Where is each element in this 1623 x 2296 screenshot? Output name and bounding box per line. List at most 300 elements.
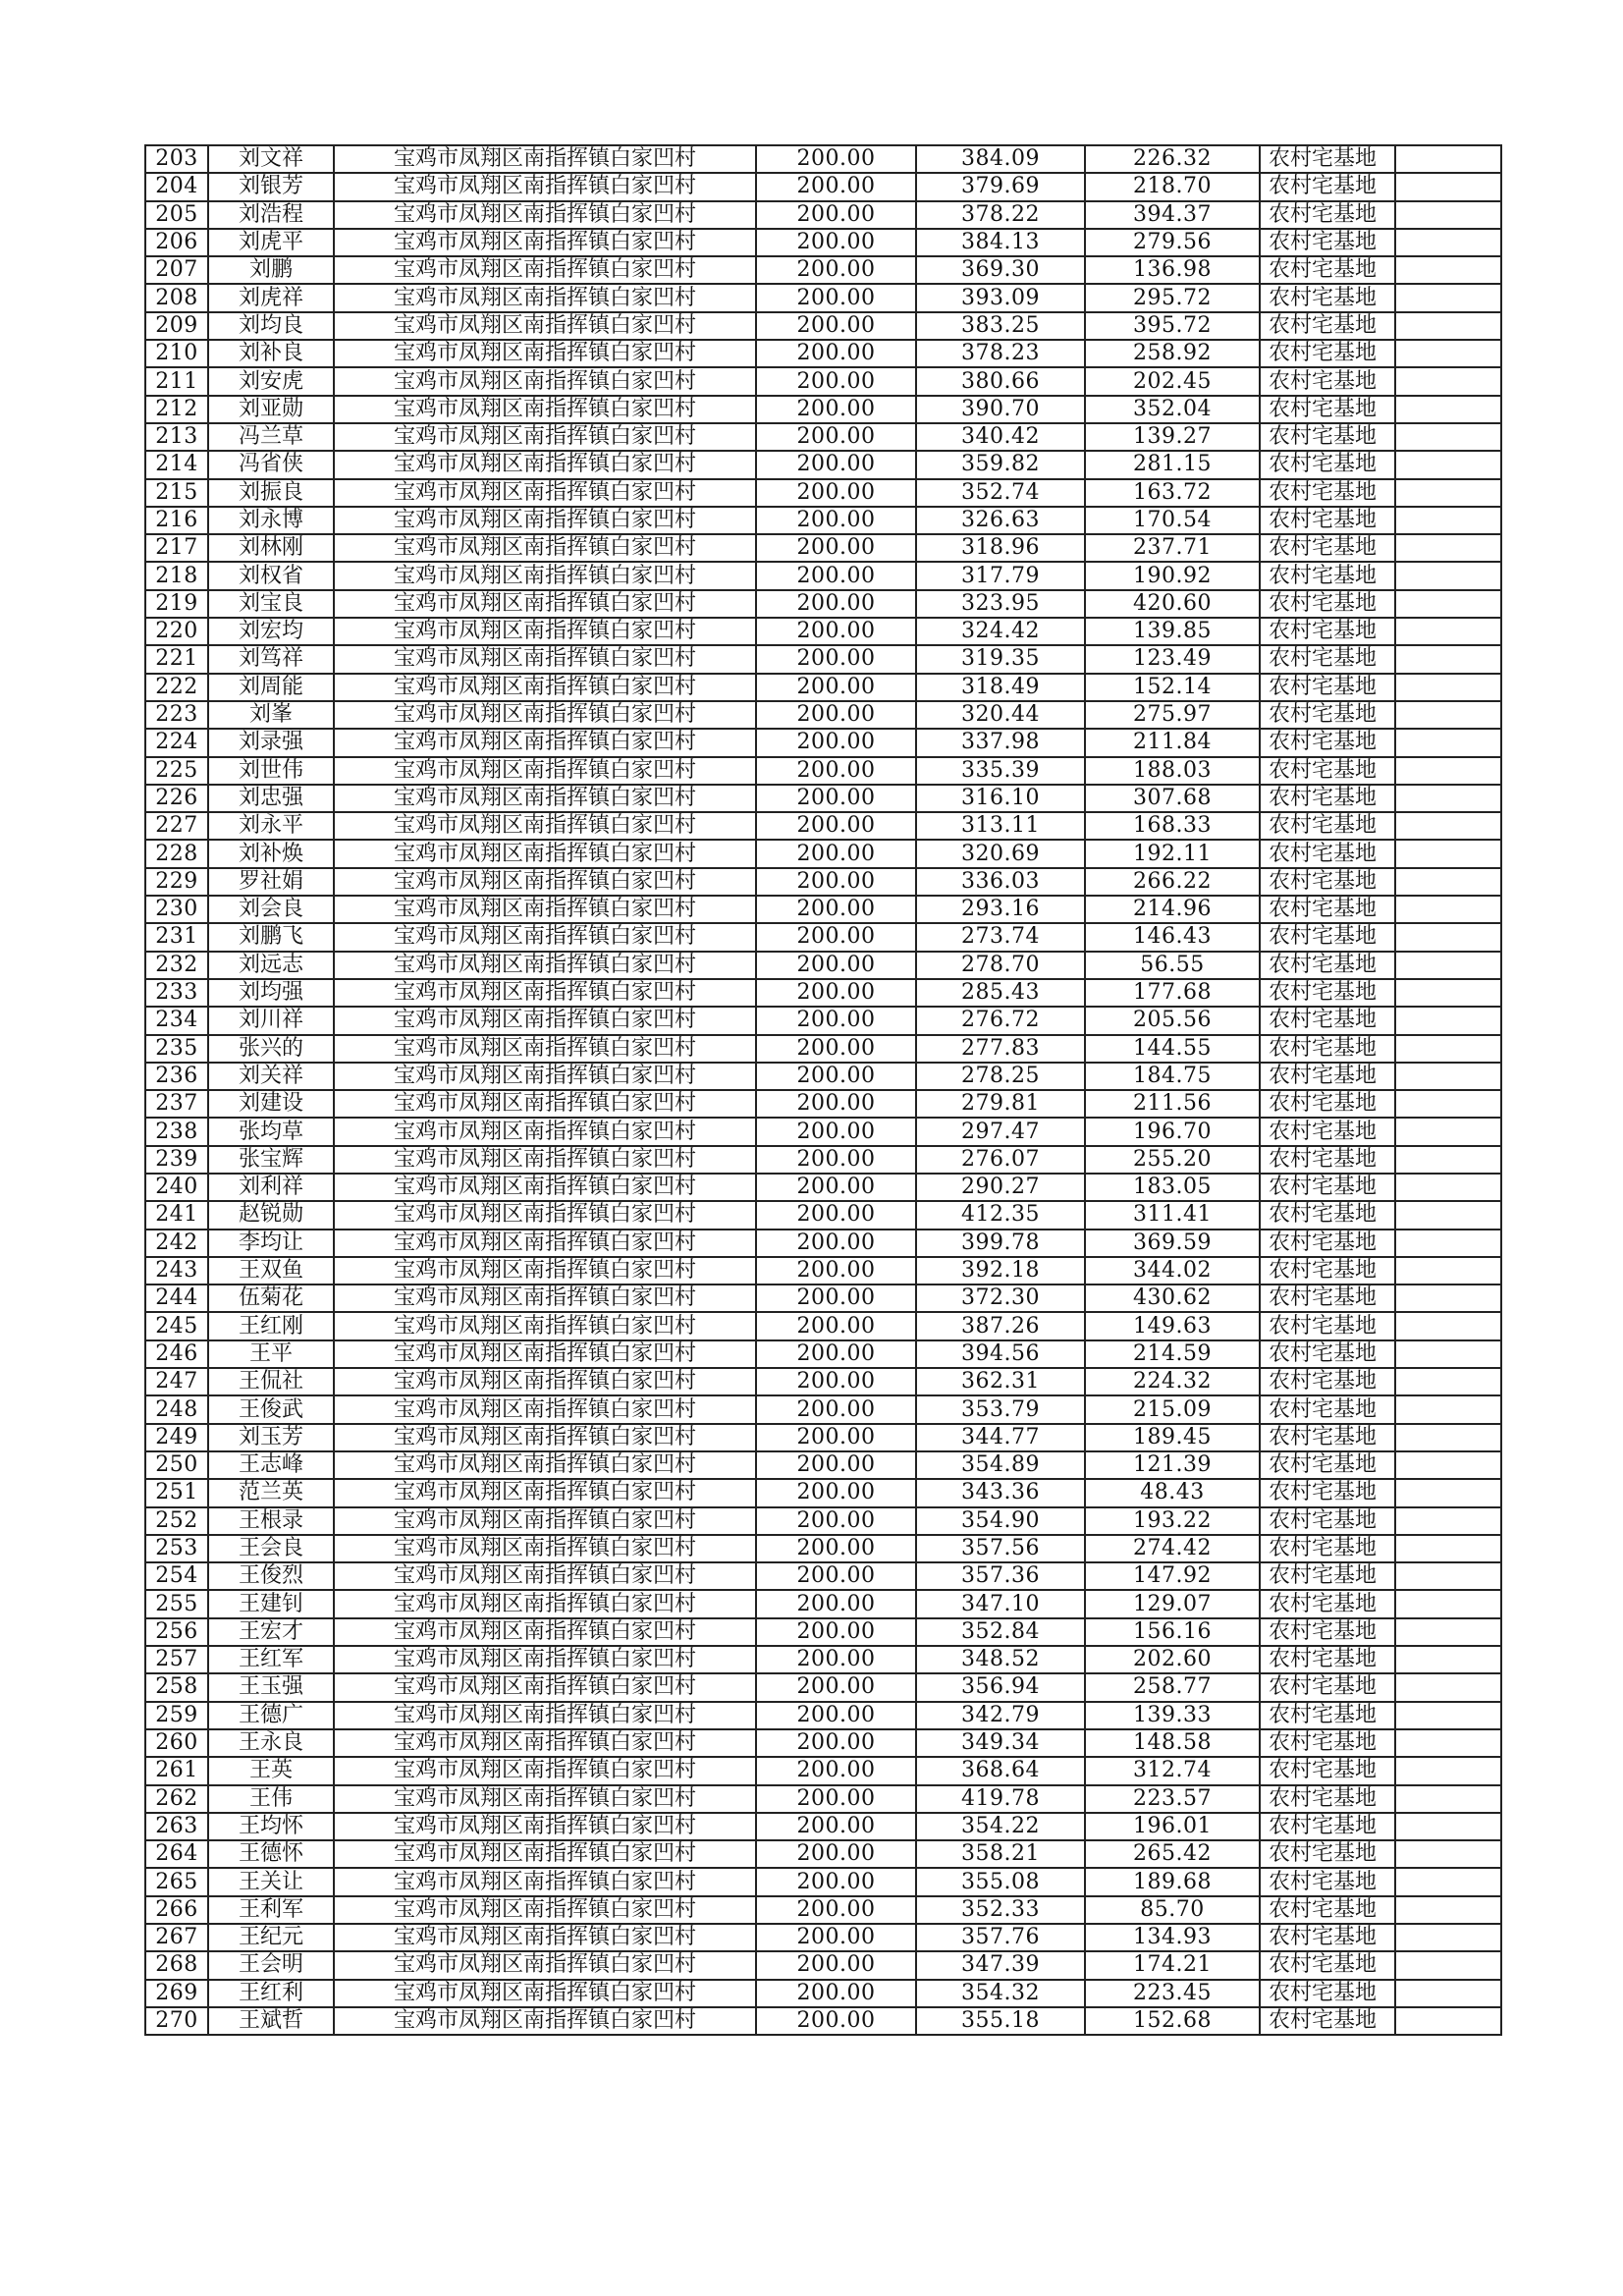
original-area: 354.22 xyxy=(916,1813,1085,1840)
approved-area: 174.21 xyxy=(1085,1951,1260,1979)
approved-area: 129.07 xyxy=(1085,1590,1260,1617)
remark xyxy=(1395,201,1501,229)
address: 宝鸡市凤翔区南指挥镇白家凹村 xyxy=(334,1368,756,1395)
address: 宝鸡市凤翔区南指挥镇白家凹村 xyxy=(334,1980,756,2007)
table-row xyxy=(145,618,1501,645)
standard-area: 200.00 xyxy=(756,173,916,200)
original-area: 318.96 xyxy=(916,534,1085,562)
table-row xyxy=(145,1951,1501,1979)
table-row xyxy=(145,145,1501,173)
approved-area: 156.16 xyxy=(1085,1618,1260,1646)
standard-area: 200.00 xyxy=(756,1868,916,1895)
original-area: 369.30 xyxy=(916,256,1085,284)
original-area: 384.09 xyxy=(916,145,1085,173)
land-use-type: 农村宅基地 xyxy=(1260,2007,1395,2035)
approved-area: 85.70 xyxy=(1085,1896,1260,1924)
original-area: 352.33 xyxy=(916,1896,1085,1924)
owner-name: 王双鱼 xyxy=(208,1257,334,1285)
address: 宝鸡市凤翔区南指挥镇白家凹村 xyxy=(334,1813,756,1840)
approved-area: 205.56 xyxy=(1085,1007,1260,1034)
table-row xyxy=(145,645,1501,673)
owner-name: 刘录强 xyxy=(208,729,334,756)
original-area: 347.10 xyxy=(916,1590,1085,1617)
address: 宝鸡市凤翔区南指挥镇白家凹村 xyxy=(334,868,756,896)
remark xyxy=(1395,1146,1501,1174)
remark xyxy=(1395,896,1501,923)
owner-name: 刘宏均 xyxy=(208,618,334,645)
standard-area: 200.00 xyxy=(756,729,916,756)
owner-name: 王德广 xyxy=(208,1702,334,1729)
row-number: 254 xyxy=(145,1562,208,1590)
owner-name: 王志峰 xyxy=(208,1451,334,1479)
table-row xyxy=(145,1312,1501,1339)
land-use-type: 农村宅基地 xyxy=(1260,1090,1395,1118)
approved-area: 189.68 xyxy=(1085,1868,1260,1895)
approved-area: 215.09 xyxy=(1085,1395,1260,1423)
remark xyxy=(1395,562,1501,589)
original-area: 359.82 xyxy=(916,451,1085,478)
address: 宝鸡市凤翔区南指挥镇白家凹村 xyxy=(334,952,756,979)
standard-area: 200.00 xyxy=(756,1174,916,1201)
remark xyxy=(1395,2007,1501,2035)
address: 宝鸡市凤翔区南指挥镇白家凹村 xyxy=(334,1146,756,1174)
row-number: 253 xyxy=(145,1535,208,1562)
approved-area: 163.72 xyxy=(1085,479,1260,507)
original-area: 392.18 xyxy=(916,1257,1085,1285)
owner-name: 刘权省 xyxy=(208,562,334,589)
standard-area: 200.00 xyxy=(756,201,916,229)
row-number: 235 xyxy=(145,1035,208,1063)
standard-area: 200.00 xyxy=(756,952,916,979)
land-use-type: 农村宅基地 xyxy=(1260,1785,1395,1813)
row-number: 245 xyxy=(145,1312,208,1339)
owner-name: 刘建设 xyxy=(208,1090,334,1118)
table-row xyxy=(145,952,1501,979)
standard-area: 200.00 xyxy=(756,785,916,812)
approved-area: 134.93 xyxy=(1085,1924,1260,1951)
address: 宝鸡市凤翔区南指挥镇白家凹村 xyxy=(334,645,756,673)
address: 宝鸡市凤翔区南指挥镇白家凹村 xyxy=(334,840,756,867)
remark xyxy=(1395,507,1501,534)
row-number: 239 xyxy=(145,1146,208,1174)
address: 宝鸡市凤翔区南指挥镇白家凹村 xyxy=(334,701,756,729)
remark xyxy=(1395,229,1501,256)
standard-area: 200.00 xyxy=(756,1146,916,1174)
address: 宝鸡市凤翔区南指挥镇白家凹村 xyxy=(334,396,756,423)
address: 宝鸡市凤翔区南指挥镇白家凹村 xyxy=(334,507,756,534)
approved-area: 266.22 xyxy=(1085,868,1260,896)
row-number: 205 xyxy=(145,201,208,229)
owner-name: 王利军 xyxy=(208,1896,334,1924)
standard-area: 200.00 xyxy=(756,923,916,951)
standard-area: 200.00 xyxy=(756,367,916,395)
address: 宝鸡市凤翔区南指挥镇白家凹村 xyxy=(334,562,756,589)
standard-area: 200.00 xyxy=(756,229,916,256)
standard-area: 200.00 xyxy=(756,812,916,840)
owner-name: 王均怀 xyxy=(208,1813,334,1840)
owner-name: 刘银芳 xyxy=(208,173,334,200)
original-area: 356.94 xyxy=(916,1673,1085,1701)
owner-name: 刘文祥 xyxy=(208,145,334,173)
land-use-type: 农村宅基地 xyxy=(1260,534,1395,562)
address: 宝鸡市凤翔区南指挥镇白家凹村 xyxy=(334,1424,756,1451)
row-number: 258 xyxy=(145,1673,208,1701)
table-row xyxy=(145,896,1501,923)
row-number: 207 xyxy=(145,256,208,284)
original-area: 297.47 xyxy=(916,1118,1085,1145)
address: 宝鸡市凤翔区南指挥镇白家凹村 xyxy=(334,1340,756,1368)
owner-name: 刘川祥 xyxy=(208,1007,334,1034)
original-area: 354.89 xyxy=(916,1451,1085,1479)
approved-area: 152.68 xyxy=(1085,2007,1260,2035)
row-number: 256 xyxy=(145,1618,208,1646)
remark xyxy=(1395,1063,1501,1090)
table-row xyxy=(145,396,1501,423)
table-row xyxy=(145,1785,1501,1813)
standard-area: 200.00 xyxy=(756,1507,916,1535)
standard-area: 200.00 xyxy=(756,2007,916,2035)
remark xyxy=(1395,1646,1501,1673)
standard-area: 200.00 xyxy=(756,1035,916,1063)
address: 宝鸡市凤翔区南指挥镇白家凹村 xyxy=(334,1451,756,1479)
address: 宝鸡市凤翔区南指挥镇白家凹村 xyxy=(334,534,756,562)
address: 宝鸡市凤翔区南指挥镇白家凹村 xyxy=(334,367,756,395)
row-number: 264 xyxy=(145,1840,208,1868)
land-use-type: 农村宅基地 xyxy=(1260,896,1395,923)
land-use-type: 农村宅基地 xyxy=(1260,507,1395,534)
remark xyxy=(1395,1813,1501,1840)
approved-area: 183.05 xyxy=(1085,1174,1260,1201)
row-number: 262 xyxy=(145,1785,208,1813)
table-row xyxy=(145,1924,1501,1951)
row-number: 215 xyxy=(145,479,208,507)
original-area: 384.13 xyxy=(916,229,1085,256)
land-use-type: 农村宅基地 xyxy=(1260,1395,1395,1423)
land-use-type: 农村宅基地 xyxy=(1260,1146,1395,1174)
remark xyxy=(1395,1368,1501,1395)
address: 宝鸡市凤翔区南指挥镇白家凹村 xyxy=(334,1951,756,1979)
original-area: 278.70 xyxy=(916,952,1085,979)
owner-name: 刘均强 xyxy=(208,979,334,1007)
address: 宝鸡市凤翔区南指挥镇白家凹村 xyxy=(334,1285,756,1312)
table-row xyxy=(145,868,1501,896)
land-use-type: 农村宅基地 xyxy=(1260,1673,1395,1701)
standard-area: 200.00 xyxy=(756,868,916,896)
row-number: 204 xyxy=(145,173,208,200)
approved-area: 152.14 xyxy=(1085,674,1260,701)
owner-name: 刘关祥 xyxy=(208,1063,334,1090)
original-area: 279.81 xyxy=(916,1090,1085,1118)
table-row xyxy=(145,1868,1501,1895)
row-number: 252 xyxy=(145,1507,208,1535)
address: 宝鸡市凤翔区南指挥镇白家凹村 xyxy=(334,1618,756,1646)
row-number: 236 xyxy=(145,1063,208,1090)
owner-name: 王玉强 xyxy=(208,1673,334,1701)
table-row xyxy=(145,451,1501,478)
owner-name: 范兰英 xyxy=(208,1479,334,1506)
address: 宝鸡市凤翔区南指挥镇白家凹村 xyxy=(334,1063,756,1090)
approved-area: 226.32 xyxy=(1085,145,1260,173)
row-number: 219 xyxy=(145,590,208,618)
owner-name: 王建钊 xyxy=(208,1590,334,1617)
remark xyxy=(1395,1535,1501,1562)
approved-area: 295.72 xyxy=(1085,284,1260,311)
original-area: 323.95 xyxy=(916,590,1085,618)
owner-name: 刘虎平 xyxy=(208,229,334,256)
standard-area: 200.00 xyxy=(756,1257,916,1285)
land-use-type: 农村宅基地 xyxy=(1260,812,1395,840)
land-use-type: 农村宅基地 xyxy=(1260,1063,1395,1090)
approved-area: 170.54 xyxy=(1085,507,1260,534)
approved-area: 211.56 xyxy=(1085,1090,1260,1118)
owner-name: 冯兰草 xyxy=(208,423,334,451)
address: 宝鸡市凤翔区南指挥镇白家凹村 xyxy=(334,1785,756,1813)
address: 宝鸡市凤翔区南指挥镇白家凹村 xyxy=(334,729,756,756)
remark xyxy=(1395,701,1501,729)
remark xyxy=(1395,590,1501,618)
original-area: 313.11 xyxy=(916,812,1085,840)
remark xyxy=(1395,729,1501,756)
table-row xyxy=(145,1646,1501,1673)
land-use-type: 农村宅基地 xyxy=(1260,1646,1395,1673)
land-use-type: 农村宅基地 xyxy=(1260,1118,1395,1145)
original-area: 347.39 xyxy=(916,1951,1085,1979)
address: 宝鸡市凤翔区南指挥镇白家凹村 xyxy=(334,1507,756,1535)
row-number: 208 xyxy=(145,284,208,311)
address: 宝鸡市凤翔区南指挥镇白家凹村 xyxy=(334,1395,756,1423)
remark xyxy=(1395,534,1501,562)
standard-area: 200.00 xyxy=(756,1590,916,1617)
row-number: 227 xyxy=(145,812,208,840)
owner-name: 王侃社 xyxy=(208,1368,334,1395)
remark xyxy=(1395,1924,1501,1951)
approved-area: 237.71 xyxy=(1085,534,1260,562)
remark xyxy=(1395,1312,1501,1339)
original-area: 319.35 xyxy=(916,645,1085,673)
table-row xyxy=(145,1479,1501,1506)
standard-area: 200.00 xyxy=(756,1813,916,1840)
original-area: 335.39 xyxy=(916,757,1085,785)
address: 宝鸡市凤翔区南指挥镇白家凹村 xyxy=(334,674,756,701)
row-number: 212 xyxy=(145,396,208,423)
table-row xyxy=(145,1063,1501,1090)
table-row xyxy=(145,312,1501,340)
land-use-type: 农村宅基地 xyxy=(1260,1757,1395,1784)
land-use-type: 农村宅基地 xyxy=(1260,868,1395,896)
approved-area: 311.41 xyxy=(1085,1201,1260,1229)
table-row xyxy=(145,1118,1501,1145)
owner-name: 刘振良 xyxy=(208,479,334,507)
address: 宝鸡市凤翔区南指挥镇白家凹村 xyxy=(334,256,756,284)
address: 宝鸡市凤翔区南指挥镇白家凹村 xyxy=(334,785,756,812)
original-area: 273.74 xyxy=(916,923,1085,951)
address: 宝鸡市凤翔区南指挥镇白家凹村 xyxy=(334,173,756,200)
original-area: 276.07 xyxy=(916,1146,1085,1174)
land-use-type: 农村宅基地 xyxy=(1260,1562,1395,1590)
standard-area: 200.00 xyxy=(756,1230,916,1257)
remark xyxy=(1395,1451,1501,1479)
remark xyxy=(1395,312,1501,340)
homestead-table xyxy=(144,144,1502,2036)
owner-name: 张均草 xyxy=(208,1118,334,1145)
remark xyxy=(1395,812,1501,840)
row-number: 263 xyxy=(145,1813,208,1840)
row-number: 238 xyxy=(145,1118,208,1145)
owner-name: 王根录 xyxy=(208,1507,334,1535)
original-area: 412.35 xyxy=(916,1201,1085,1229)
land-use-type: 农村宅基地 xyxy=(1260,229,1395,256)
standard-area: 200.00 xyxy=(756,1007,916,1034)
standard-area: 200.00 xyxy=(756,1673,916,1701)
remark xyxy=(1395,1424,1501,1451)
original-area: 357.36 xyxy=(916,1562,1085,1590)
standard-area: 200.00 xyxy=(756,1896,916,1924)
remark xyxy=(1395,173,1501,200)
remark xyxy=(1395,1729,1501,1757)
remark xyxy=(1395,645,1501,673)
address: 宝鸡市凤翔区南指挥镇白家凹村 xyxy=(334,1590,756,1617)
address: 宝鸡市凤翔区南指挥镇白家凹村 xyxy=(334,979,756,1007)
land-use-type: 农村宅基地 xyxy=(1260,1980,1395,2007)
address: 宝鸡市凤翔区南指挥镇白家凹村 xyxy=(334,340,756,367)
land-use-type: 农村宅基地 xyxy=(1260,1590,1395,1617)
remark xyxy=(1395,1590,1501,1617)
table-row xyxy=(145,1395,1501,1423)
original-area: 358.21 xyxy=(916,1840,1085,1868)
address: 宝鸡市凤翔区南指挥镇白家凹村 xyxy=(334,1201,756,1229)
owner-name: 刘忠强 xyxy=(208,785,334,812)
original-area: 357.56 xyxy=(916,1535,1085,1562)
remark xyxy=(1395,1230,1501,1257)
row-number: 269 xyxy=(145,1980,208,2007)
table-row xyxy=(145,201,1501,229)
remark xyxy=(1395,674,1501,701)
table-row xyxy=(145,562,1501,589)
address: 宝鸡市凤翔区南指挥镇白家凹村 xyxy=(334,145,756,173)
standard-area: 200.00 xyxy=(756,340,916,367)
standard-area: 200.00 xyxy=(756,1535,916,1562)
table-row xyxy=(145,674,1501,701)
table-row xyxy=(145,1174,1501,1201)
land-use-type: 农村宅基地 xyxy=(1260,729,1395,756)
land-use-type: 农村宅基地 xyxy=(1260,562,1395,589)
land-use-type: 农村宅基地 xyxy=(1260,256,1395,284)
land-use-type: 农村宅基地 xyxy=(1260,590,1395,618)
land-use-type: 农村宅基地 xyxy=(1260,618,1395,645)
owner-name: 刘浩程 xyxy=(208,201,334,229)
address: 宝鸡市凤翔区南指挥镇白家凹村 xyxy=(334,1673,756,1701)
address: 宝鸡市凤翔区南指挥镇白家凹村 xyxy=(334,1174,756,1201)
approved-area: 255.20 xyxy=(1085,1146,1260,1174)
table-row xyxy=(145,701,1501,729)
land-use-type: 农村宅基地 xyxy=(1260,1535,1395,1562)
remark xyxy=(1395,1785,1501,1813)
owner-name: 刘玉芳 xyxy=(208,1424,334,1451)
standard-area: 200.00 xyxy=(756,1785,916,1813)
approved-area: 265.42 xyxy=(1085,1840,1260,1868)
owner-name: 王红利 xyxy=(208,1980,334,2007)
remark xyxy=(1395,1201,1501,1229)
original-area: 419.78 xyxy=(916,1785,1085,1813)
original-area: 393.09 xyxy=(916,284,1085,311)
standard-area: 200.00 xyxy=(756,645,916,673)
address: 宝鸡市凤翔区南指挥镇白家凹村 xyxy=(334,1230,756,1257)
original-area: 293.16 xyxy=(916,896,1085,923)
row-number: 231 xyxy=(145,923,208,951)
approved-area: 188.03 xyxy=(1085,757,1260,785)
approved-area: 274.42 xyxy=(1085,1535,1260,1562)
row-number: 250 xyxy=(145,1451,208,1479)
standard-area: 200.00 xyxy=(756,312,916,340)
land-use-type: 农村宅基地 xyxy=(1260,423,1395,451)
approved-area: 275.97 xyxy=(1085,701,1260,729)
remark xyxy=(1395,1174,1501,1201)
remark xyxy=(1395,1395,1501,1423)
approved-area: 144.55 xyxy=(1085,1035,1260,1063)
row-number: 244 xyxy=(145,1285,208,1312)
approved-area: 352.04 xyxy=(1085,396,1260,423)
land-use-type: 农村宅基地 xyxy=(1260,479,1395,507)
original-area: 285.43 xyxy=(916,979,1085,1007)
table-row xyxy=(145,1285,1501,1312)
standard-area: 200.00 xyxy=(756,1562,916,1590)
remark xyxy=(1395,451,1501,478)
standard-area: 200.00 xyxy=(756,1646,916,1673)
original-area: 343.36 xyxy=(916,1479,1085,1506)
remark xyxy=(1395,1118,1501,1145)
owner-name: 刘鹏飞 xyxy=(208,923,334,951)
owner-name: 刘峯 xyxy=(208,701,334,729)
approved-area: 56.55 xyxy=(1085,952,1260,979)
row-number: 218 xyxy=(145,562,208,589)
land-use-type: 农村宅基地 xyxy=(1260,1424,1395,1451)
approved-area: 123.49 xyxy=(1085,645,1260,673)
address: 宝鸡市凤翔区南指挥镇白家凹村 xyxy=(334,479,756,507)
standard-area: 200.00 xyxy=(756,534,916,562)
standard-area: 200.00 xyxy=(756,1118,916,1145)
original-area: 399.78 xyxy=(916,1230,1085,1257)
row-number: 222 xyxy=(145,674,208,701)
remark xyxy=(1395,1980,1501,2007)
approved-area: 258.92 xyxy=(1085,340,1260,367)
table-row xyxy=(145,757,1501,785)
address: 宝鸡市凤翔区南指挥镇白家凹村 xyxy=(334,1757,756,1784)
standard-area: 200.00 xyxy=(756,1395,916,1423)
table-row xyxy=(145,729,1501,756)
approved-area: 189.45 xyxy=(1085,1424,1260,1451)
remark xyxy=(1395,1618,1501,1646)
land-use-type: 农村宅基地 xyxy=(1260,145,1395,173)
original-area: 362.31 xyxy=(916,1368,1085,1395)
row-number: 221 xyxy=(145,645,208,673)
original-area: 336.03 xyxy=(916,868,1085,896)
row-number: 223 xyxy=(145,701,208,729)
approved-area: 224.32 xyxy=(1085,1368,1260,1395)
owner-name: 刘永平 xyxy=(208,812,334,840)
table-row xyxy=(145,1562,1501,1590)
standard-area: 200.00 xyxy=(756,1840,916,1868)
owner-name: 王俊武 xyxy=(208,1395,334,1423)
row-number: 257 xyxy=(145,1646,208,1673)
original-area: 352.84 xyxy=(916,1618,1085,1646)
approved-area: 139.27 xyxy=(1085,423,1260,451)
land-use-type: 农村宅基地 xyxy=(1260,1618,1395,1646)
owner-name: 张宝辉 xyxy=(208,1146,334,1174)
standard-area: 200.00 xyxy=(756,1729,916,1757)
owner-name: 刘林刚 xyxy=(208,534,334,562)
table-row xyxy=(145,1535,1501,1562)
address: 宝鸡市凤翔区南指挥镇白家凹村 xyxy=(334,229,756,256)
